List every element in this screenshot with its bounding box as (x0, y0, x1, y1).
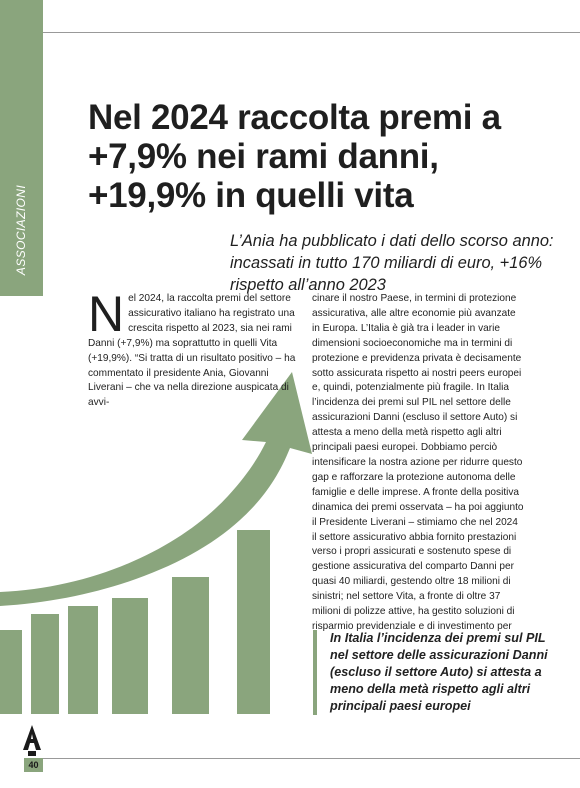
section-label: ASSOCIAZIONI (14, 184, 28, 276)
article-title: Nel 2024 raccolta premi a +7,9% nei rami danni, +19,9% in quelli vita (88, 98, 501, 215)
article-subtitle: L’Ania ha pubblicato i dati dello scorso anno: incassati in tutto 170 miliardi di euro, +16% rispetto all’anno 2023 (230, 232, 554, 294)
body-column-1 (88, 286, 298, 411)
illustration-bar-4 (112, 598, 148, 714)
pull-quote: In Italia l’incidenza dei premi sul PIL nel settore delle assicurazioni Danni (escluso il settore Auto) si attesta a meno della metà rispetto agli altri principali paesi europei (313, 630, 548, 715)
page-number: 40 (24, 758, 43, 772)
illustration-bar-5 (172, 577, 209, 714)
illustration-bar-1 (0, 630, 22, 714)
illustration-bar-2 (31, 614, 59, 714)
illustration-bar-6 (237, 530, 270, 714)
drop-cap: N (88, 286, 125, 342)
body-text-col1: el 2024, la raccolta premi del settore assicurativo italiano ha registrato una crescita rispetto al 2023, sia nei rami Danni (+7,9%) ma soprattutto in quelli Vita (+19,9%). “Si tratta di un risultato positivo – ha commentato il presidente Ania, Giovanni Liverani – che va nella direzione auspicata di avvi- (88, 293, 296, 409)
illustration-bar-3 (68, 606, 98, 714)
body-column-2 (312, 292, 524, 635)
publication-logo-icon (20, 724, 44, 756)
body-text-col2: cinare il nostro Paese, in termini di protezione assicurativa, alle altre economie più avanzate in Europa. L’Italia è già tra i leader in varie dimensioni socioeconomiche ma in termini di protezione e previdenza privata è decisamente sotto assicurata rispetto ai nostri peers europei e, quindi, potenzialmente più fragile. In Italia l’incidenza dei premi sul PIL nel settore delle assicurazioni Danni (escluso il settore Auto) si attesta a meno della metà rispetto agli altri principali paesi europei. Dobbiamo perciò intensificare la nostra azione per ridurre questo gap e rafforzare la protezione autonoma delle famiglie e delle imprese. A fronte della positiva dinamica dei premi osservata – ha poi aggiunto il Presidente Liverani – stimiamo che nel 2024 il settore assicurativo abbia fornito prestazioni verso i propri assicurati e sostenuto spese di gestione assicurativa del comparto Danni per quasi 40 miliardi, gestendo oltre 18 milioni di sinistri; nel settore Vita, a fronte di oltre 37 milioni di polizze attive, ha gestito soluzioni di risparmio previdenziale e di investimento per (312, 293, 524, 632)
footer-rule (43, 758, 580, 759)
